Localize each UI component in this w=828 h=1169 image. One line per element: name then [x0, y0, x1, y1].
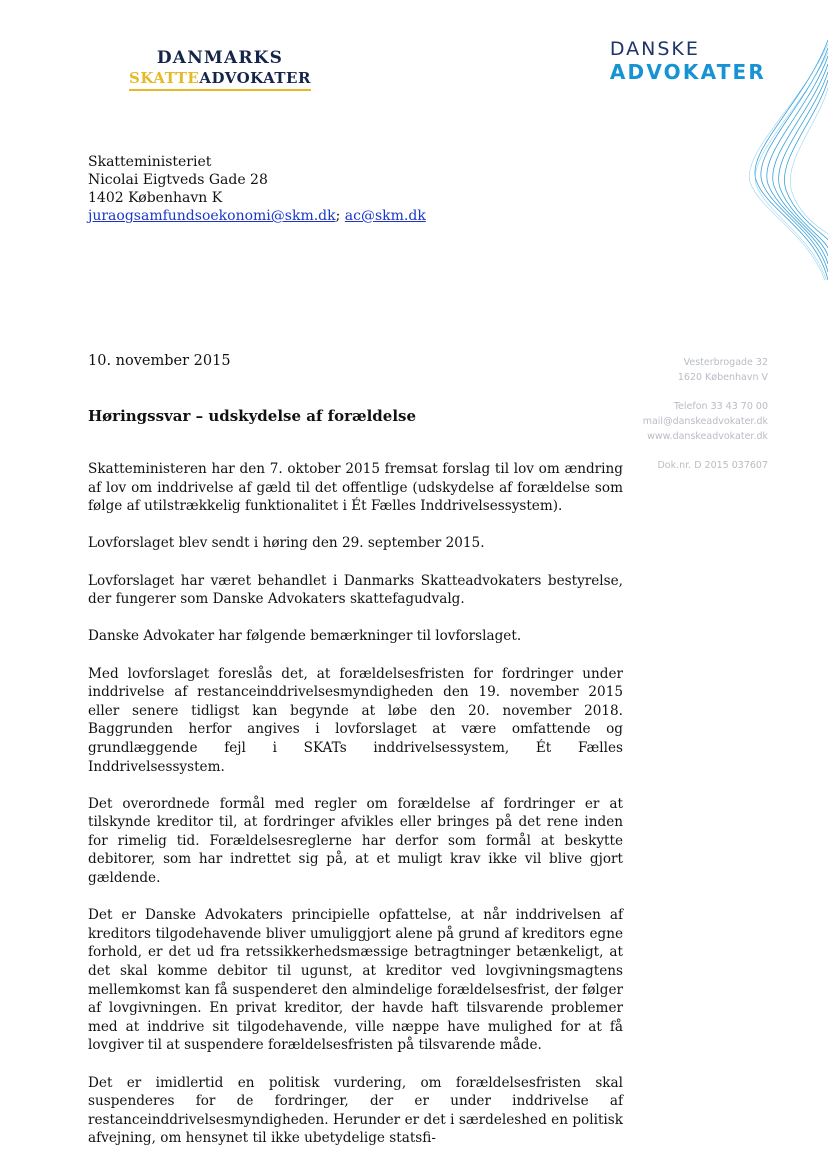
recipient-email-link-1[interactable]: juraogsamfundsoekonomi@skm.dk: [88, 208, 336, 224]
paragraph: Lovforslaget blev sendt i høring den 29. september 2015.: [88, 535, 485, 552]
paragraph: Det er imidlertid en politisk vurdering, om forældelsesfristen skal suspenderes for de fordringer, der er under inddrivelse af restanceinddrivelsesmyndigheden. Herunder er det i særdeleshed en politisk afvejning, om hensynet til ikke ubetydelige statsfi-: [88, 1074, 623, 1147]
sender-info: [643, 355, 768, 473]
recipient-street: Nicolai Eigtveds Gade 28: [88, 172, 268, 188]
paragraph: Det overordnede formål med regler om forældelse af fordringer er at tilskynde kreditor til, at fordringer afvikles eller bringes på det rene inden for rimelig tid. Forældelsesreglerne har derfor som formål at beskytte debitorer, som har indrettet sig på, at et muligt krav ikke vil blive gjort gældende.: [88, 795, 623, 887]
letter-subject: Høringssvar – udskydelse af forældelse: [88, 407, 417, 425]
sender-web: www.danskeadvokater.dk: [647, 431, 768, 442]
recipient-address: [88, 153, 426, 225]
logo-right-line2: ADVOKATER: [609, 60, 766, 84]
logo-right-line1: DANSKE: [609, 38, 700, 60]
logo-left-line1: DANMARKS: [156, 48, 284, 68]
recipient-city: 1402 København K: [88, 190, 223, 206]
logo-left-line2: [129, 69, 311, 91]
recipient-name: Skatteministeriet: [88, 154, 212, 170]
sender-phone: Telefon 33 43 70 00: [673, 401, 768, 412]
paragraph: Med lovforslaget foreslås det, at forældelsesfristen for fordringer under inddrivelse af restanceinddrivelsesmyndigheden den 19. november 2015 eller senere tidligst kan begynde at løbe den 20. november 2018. Baggrunden herfor angives i lovforslaget at være omfattende og grundlæggende fejl i SKATs inddrivelsessystem, Ét Fælles Inddrivelsessystem.: [88, 665, 623, 775]
paragraph: Skatteministeren har den 7. oktober 2015 fremsat forslag til lov om ændring af lov om inddrivelse af gæld til det offentlige (udskydelse af forældelse som følge af utilstrækkelig funktionalitet i Ét Fælles Inddrivelsessystem).: [88, 461, 623, 515]
document-number: Dok.nr. D 2015 037607: [657, 460, 768, 471]
recipient-email-link-2[interactable]: ac@skm.dk: [344, 208, 426, 224]
sender-email: mail@danskeadvokater.dk: [642, 416, 768, 427]
sender-street: Vesterbrogade 32: [683, 357, 768, 368]
letter-body: [88, 460, 623, 1167]
logo-left-advokater: ADVOKATER: [199, 69, 311, 87]
logo-left-skatte: SKATTE: [129, 69, 200, 87]
recipient-emails: [88, 207, 426, 225]
email-separator: ;: [335, 208, 341, 224]
swirl-lines-icon: [736, 40, 828, 280]
paragraph: Danske Advokater har følgende bemærkninger til lovforslaget.: [88, 628, 522, 645]
paragraph: Det er Danske Advokaters principielle opfattelse, at når inddrivelsen af kreditors tilgodehavende bliver umuliggjort alene på grund af kreditors egne forhold, er det ud fra retssikkerhedsmæssige betragtninger betænkeligt, at det skal komme debitor til ugunst, at kreditor ved lovgivningsmagtens mellemkomst kan få suspenderet den almindelige forældelsesfrist, der følger af lovgivningen. En privat kreditor, der havde haft tilsvarende problemer med at inddrive sit tilgodehavende, ville næppe have mulighed for at få lovgiver til at suspendere forældelsesfristen på tilsvarende måde.: [88, 907, 623, 1054]
letter-date: 10. november 2015: [88, 353, 231, 369]
paragraph: Lovforslaget har været behandlet i Danmarks Skatteadvokaters bestyrelse, der fungerer som Danske Advokaters skattefagudvalg.: [88, 572, 623, 608]
danmarks-skatteadvokater-logo: [115, 48, 325, 91]
sender-city: 1620 København V: [677, 372, 768, 383]
